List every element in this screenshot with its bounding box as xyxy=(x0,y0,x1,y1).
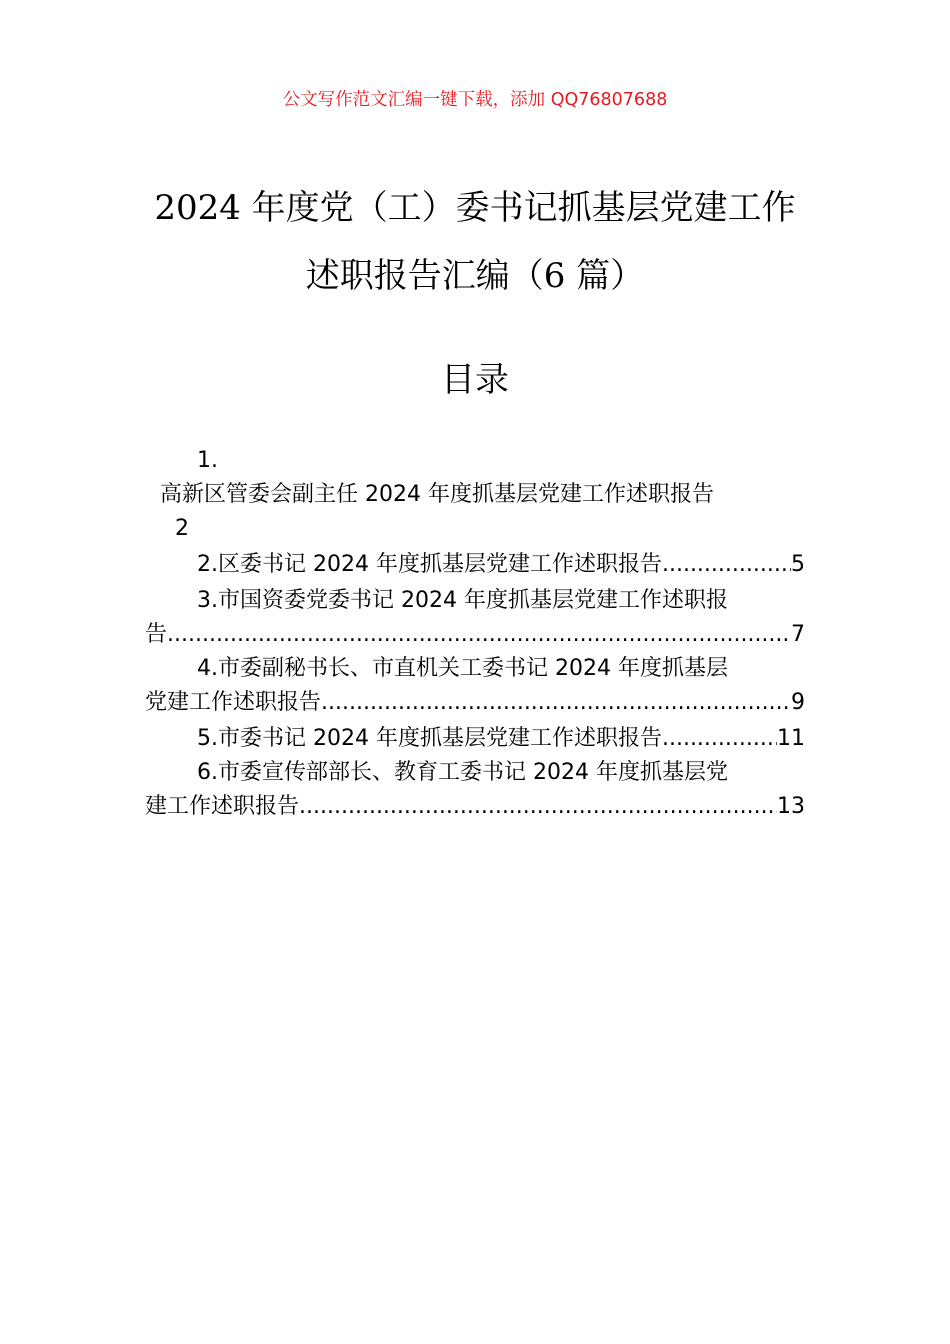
toc-entry-1-number[interactable]: 1. xyxy=(197,448,218,473)
toc-entry-2[interactable] xyxy=(197,548,805,582)
toc-entry-2-page: 5 xyxy=(791,552,805,577)
toc-heading: 目录 xyxy=(441,360,509,400)
document-title-line1: 2024 年度党（工）委书记抓基层党建工作 xyxy=(154,188,796,228)
toc-entry-3[interactable] xyxy=(145,618,805,652)
toc-entry-1-text[interactable]: 高新区管委会副主任 2024 年度抓基层党建工作述职报告 xyxy=(160,482,714,507)
toc-entry-1-page[interactable]: 2 xyxy=(175,516,189,541)
toc-entry-3-text-line2: 告 xyxy=(145,622,168,647)
toc-entry-4-text-line2: 党建工作述职报告 xyxy=(145,690,322,715)
toc-leader-dots xyxy=(321,686,791,720)
toc-leader-dots xyxy=(662,722,777,756)
toc-entry-4-page: 9 xyxy=(791,690,805,715)
download-banner: 公文写作范文汇编一键下载，添加 QQ76807688 xyxy=(282,90,668,110)
toc-leader-dots xyxy=(167,618,791,652)
toc-entry-4[interactable] xyxy=(145,686,805,720)
toc-entry-3-page: 7 xyxy=(791,622,805,647)
document-title-line2: 述职报告汇编（6 篇） xyxy=(305,256,645,296)
toc-entry-4-text-line1[interactable]: 4.市委副秘书长、市直机关工委书记 2024 年度抓基层 xyxy=(197,656,728,681)
toc-leader-dots xyxy=(662,548,791,582)
toc-entry-5[interactable] xyxy=(197,722,805,756)
toc-entry-6[interactable] xyxy=(145,790,805,824)
toc-leader-dots xyxy=(299,790,777,824)
toc-entry-5-page: 11 xyxy=(777,726,805,751)
toc-entry-6-page: 13 xyxy=(777,794,805,819)
toc-entry-3-text-line1[interactable]: 3.市国资委党委书记 2024 年度抓基层党建工作述职报 xyxy=(197,588,728,613)
toc-entry-2-text: 2.区委书记 2024 年度抓基层党建工作述职报告 xyxy=(197,552,662,577)
toc-entry-6-text-line1[interactable]: 6.市委宣传部部长、教育工委书记 2024 年度抓基层党 xyxy=(197,760,728,785)
toc-entry-5-text: 5.市委书记 2024 年度抓基层党建工作述职报告 xyxy=(197,726,662,751)
toc-entry-6-text-line2: 建工作述职报告 xyxy=(145,794,300,819)
